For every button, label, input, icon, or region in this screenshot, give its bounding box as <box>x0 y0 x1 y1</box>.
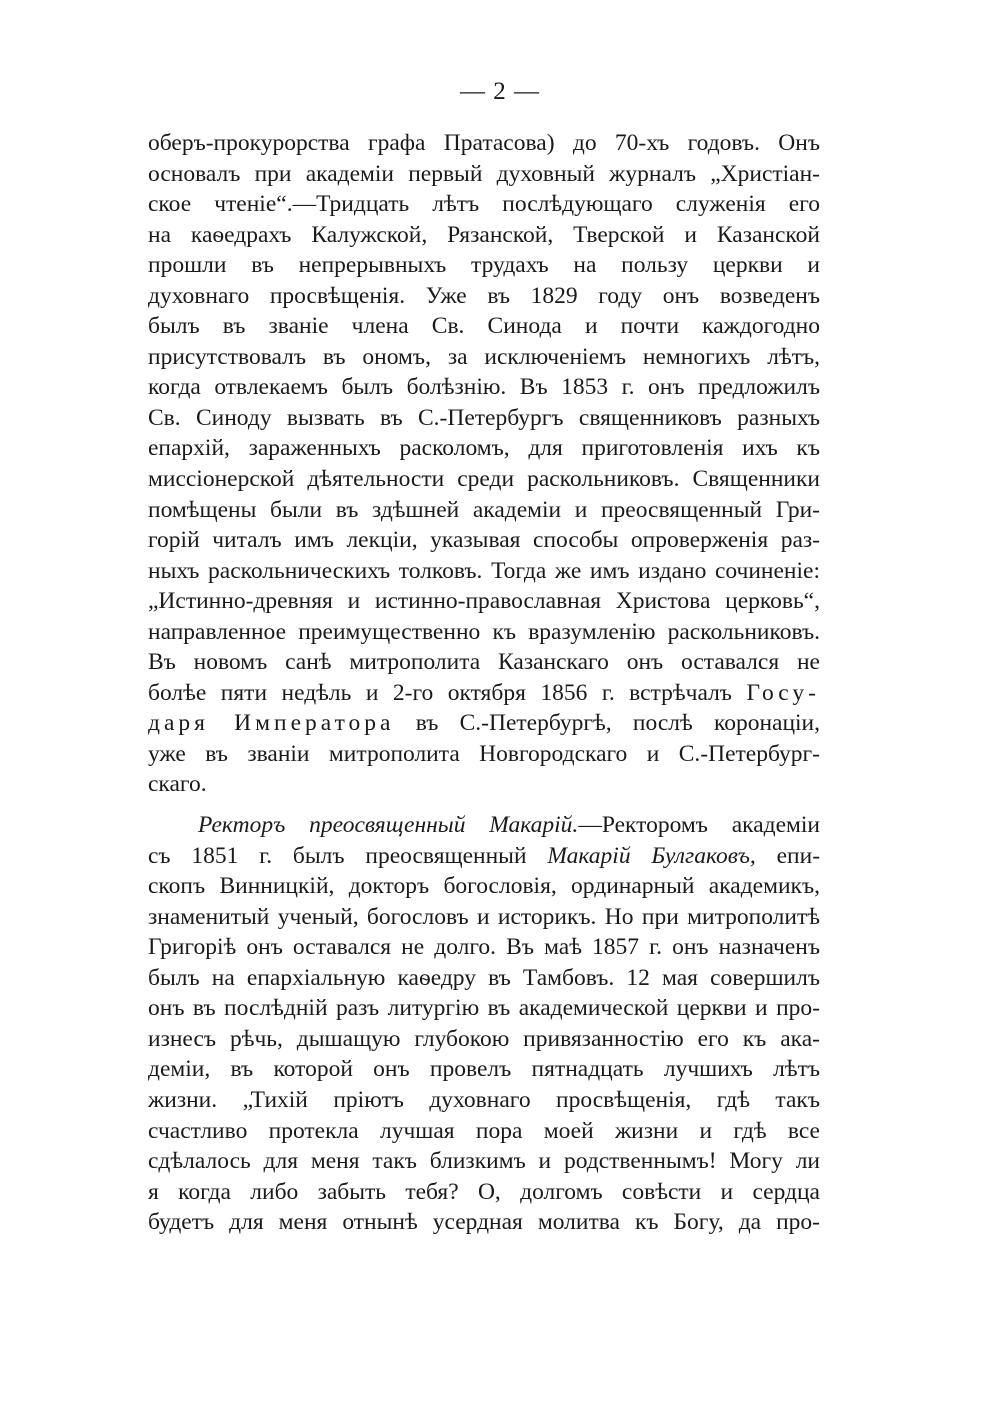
text-line: я когда либо забыть тебя? О, долгомъ совѣсти и сердца <box>148 1178 820 1205</box>
text-line: духовнаго просвѣщенія. Уже въ 1829 году онъ возведенъ <box>148 282 820 309</box>
text-line: основалъ при академіи первый духовный журналъ „Христіан- <box>148 160 820 187</box>
text-line: будетъ для меня отнынѣ усердная молитва къ Богу, да про- <box>148 1209 820 1236</box>
text-line: былъ въ званіе члена Св. Синода и почти каждогодно <box>148 313 820 340</box>
text-line: скопъ Винницкій, докторъ богословія, ординарный академикъ, <box>148 873 820 900</box>
text-line: знаменитый ученый, богословъ и историкъ. Но при митрополитѣ <box>148 903 820 930</box>
text-line: изнесъ рѣчь, дышащую глубокою привязанностію его къ ака- <box>148 1025 820 1052</box>
text-line: ныхъ раскольническихъ толковъ. Тогда же имъ издано сочиненіе: <box>148 557 820 584</box>
text-line: прошли въ непрерывныхъ трудахъ на пользу церкви и <box>148 252 820 279</box>
text-line: сдѣлалось для меня такъ близкимъ и родственнымъ! Могу ли <box>148 1148 820 1175</box>
text-line: уже въ званіи митрополита Новгородскаго и С.-Петербург- <box>148 740 820 767</box>
italic-name: Макарій Булгаковъ, <box>547 842 756 869</box>
spaced-text: даря Императора <box>148 710 395 737</box>
text-line: когда отвлекаемъ былъ болѣзнію. Въ 1853 г. онъ предложилъ <box>148 374 820 401</box>
text-line: „Истинно-древняя и истинно-православная Христова церковь“, <box>148 588 820 615</box>
text-line: горій читалъ имъ лекціи, указывая способы опроверженія раз- <box>148 527 820 554</box>
text-segment: болѣе пяти недѣль и 2-го октября 1856 г. встрѣчалъ <box>148 679 732 706</box>
text-line: счастливо протекла лучшая пора моей жизни и гдѣ все <box>148 1117 820 1144</box>
text-line: епархій, зараженныхъ расколомъ, для приготовленія ихъ къ <box>148 435 820 462</box>
body-text <box>148 128 820 1238</box>
text-segment: въ С.-Петербургѣ, послѣ коронаціи, <box>415 710 821 737</box>
text-line: миссіонерской дѣятельности среди раскольниковъ. Священники <box>148 466 820 493</box>
text-line-mixed <box>148 810 820 841</box>
text-line: на каѳедрахъ Калужской, Рязанской, Тверской и Казанской <box>148 221 820 248</box>
text-segment: епи- <box>776 842 821 869</box>
text-line: ское чтеніе“.—Тридцать лѣтъ послѣдующаго служенія его <box>148 191 820 218</box>
text-line-mixed <box>148 841 820 872</box>
text-segment: —Ректоромъ академіи <box>578 812 820 839</box>
text-line: помѣщены были въ здѣшней академіи и преосвященный Гри- <box>148 496 820 523</box>
paragraph-1 <box>148 128 820 800</box>
text-line: онъ въ послѣдній разъ литургію въ академической церкви и про- <box>148 995 820 1022</box>
text-line: Въ новомъ санѣ митрополита Казанскаго онъ оставался не <box>148 649 820 676</box>
spaced-text: Госу- <box>746 679 821 706</box>
text-line: былъ на епархіальную каѳедру въ Тамбовъ. 12 мая совершилъ <box>148 964 820 991</box>
text-line: скаго. <box>148 771 207 798</box>
text-line: присутствовалъ въ ономъ, за исключеніемъ немногихъ лѣтъ, <box>148 343 820 370</box>
paragraph-2 <box>148 810 820 1238</box>
text-line: Григоріѣ онъ оставался не долго. Въ маѣ 1857 г. онъ назначенъ <box>148 934 820 961</box>
italic-heading: Ректоръ преосвященный Макарій. <box>198 812 579 839</box>
text-line: направленное преимущественно къ вразумленію раскольниковъ. <box>148 618 820 645</box>
text-line: Св. Синоду вызвать въ С.-Петербургъ священниковъ разныхъ <box>148 404 820 431</box>
text-segment: съ 1851 г. былъ преосвященный <box>148 842 527 869</box>
text-line: жизни. „Тихій пріютъ духовнаго просвѣщенія, гдѣ такъ <box>148 1086 820 1113</box>
text-line: оберъ-прокурорства графа Пратасова) до 70-хъ годовъ. Онъ <box>148 130 820 156</box>
text-line-mixed <box>148 708 820 739</box>
text-line: деміи, въ которой онъ провелъ пятнадцать лучшихъ лѣтъ <box>148 1056 820 1083</box>
text-line-mixed <box>148 678 820 709</box>
page-number: — 2 — <box>460 78 540 105</box>
